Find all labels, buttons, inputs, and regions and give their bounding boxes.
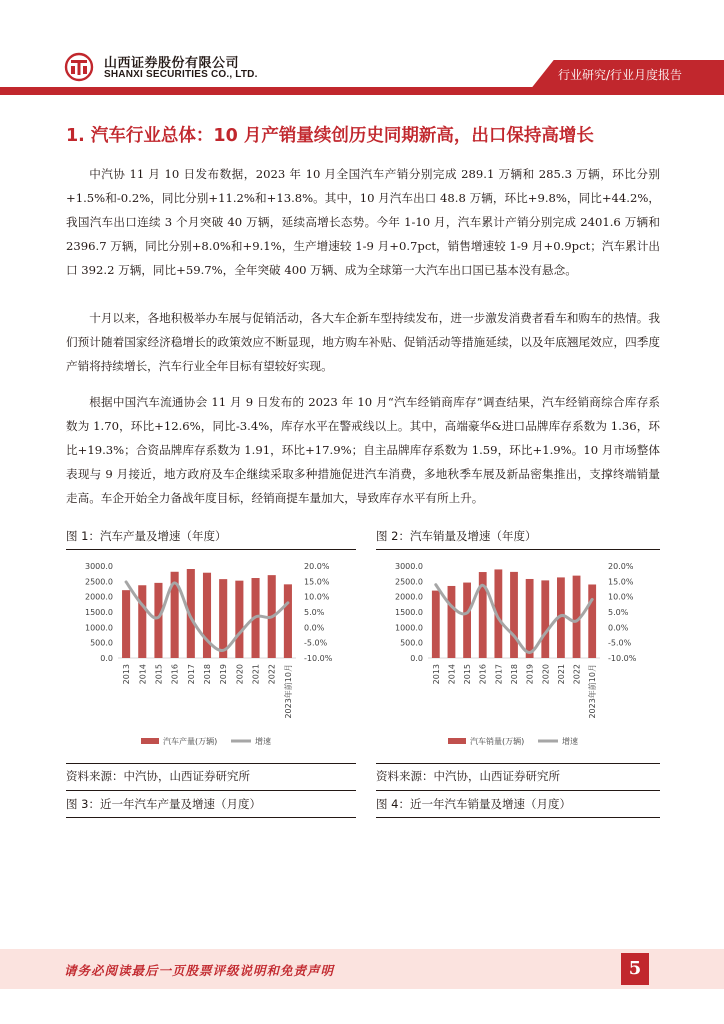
category-label: 2020 xyxy=(235,664,245,685)
bar xyxy=(154,583,162,658)
right-tick-label: 15.0% xyxy=(608,577,634,587)
figure-1-title: 图 1：汽车产量及增速（年度） xyxy=(66,529,227,543)
source-2-rule xyxy=(376,763,660,764)
left-tick-label: 1500.0 xyxy=(85,608,113,617)
legend-line-label: 增速 xyxy=(255,737,271,746)
bar xyxy=(284,584,292,658)
category-label: 2018 xyxy=(203,664,212,685)
right-tick-label: -10.0% xyxy=(304,654,333,663)
bar xyxy=(541,580,549,658)
left-tick-label: 500.0 xyxy=(90,638,113,648)
left-tick-label: 2000.0 xyxy=(395,592,423,602)
category-label: 2015 xyxy=(463,664,473,685)
figure-2-title: 图 2：汽车销量及增速（年度） xyxy=(376,529,537,543)
source-1-rule xyxy=(66,763,356,764)
left-tick-label: 3000.0 xyxy=(85,562,113,571)
category-label: 2022 xyxy=(267,664,277,685)
left-tick-label: 1000.0 xyxy=(395,623,423,633)
legend-bar-label: 汽车产量(万辆) xyxy=(163,737,218,746)
right-tick-label: 5.0% xyxy=(304,608,325,617)
figure-4-title: 图 4：近一年汽车销量及增速（月度） xyxy=(376,797,571,811)
category-label: 2016 xyxy=(478,664,488,685)
legend-bar-label: 汽车销量(万辆) xyxy=(470,737,525,746)
figure-3-top-rule xyxy=(66,790,356,791)
legend-bar-swatch xyxy=(141,738,159,744)
paragraph-2: 十月以来，各地积极举办车展与促销活动，各大车企新车型持续发布，进一步激发消费者看车和购车的热情。我们预计随着国家经济稳增长的政策效应不断显现，地方购车补贴、促销活动等措施延续，以及年底翘尾效应，四季度产销将持续增长，汽车行业全年目标有望较好实现。 xyxy=(66,311,660,373)
page-number: 5 xyxy=(621,953,649,985)
legend-bar-swatch xyxy=(448,738,466,744)
right-tick-label: 20.0% xyxy=(608,562,634,571)
category-label: 2022 xyxy=(572,664,582,685)
source-1: 资料来源：中汽协，山西证券研究所 xyxy=(66,769,250,783)
figure-4-top-rule xyxy=(376,790,660,791)
company-name-cn: 山西证券股份有限公司 xyxy=(104,56,240,71)
right-tick-label: 10.0% xyxy=(304,592,330,602)
left-tick-label: 500.0 xyxy=(400,638,423,648)
right-tick-label: -5.0% xyxy=(608,638,632,648)
bar xyxy=(463,583,471,658)
category-label: 2014 xyxy=(447,664,457,685)
right-tick-label: 0.0% xyxy=(304,623,325,633)
company-logo xyxy=(64,52,94,82)
category-label: 2017 xyxy=(494,664,504,685)
right-tick-label: 10.0% xyxy=(608,592,634,602)
bar xyxy=(432,591,440,658)
left-tick-label: 1000.0 xyxy=(85,623,113,633)
paragraph-3: 根据中国汽车流通协会 11 月 9 日发布的 2023 年 10 月“汽车经销商库存”调查结果，汽车经销商综合库存系数为 1.70，环比+12.6%，同比-3.4%，库存水平在警戒线以上。其中，高端豪华&进口品牌库存系数为 1.36，环比+19.3%；合资品牌库存系数为 1.91，环比+17.9%；自主品牌库存系数为 1.59，环比+1.9%。10 月市场整体表现与 9 月接近，地方政府及车企继续采取多种措施促进汽车消费，多地秋季车展及新品密集推出，支撑终端销量走高。车企开始全力备战年度目标，经销商提车量加大，导致库存水平有所上升。 xyxy=(66,395,660,505)
paragraph-1: 中汽协 11 月 10 日发布数据，2023 年 10 月全国汽车产销分别完成 289.1 万辆和 285.3 万辆，环比分别+1.5%和-0.2%，同比分别+11.2%和+13.8%。其中，10 月汽车出口 48.8 万辆，环比+9.8%，同比+44.2%，我国汽车出口连续 3 个月突破 40 万辆，延续高增长态势。今年 1-10 月，汽车累计产销分别完成 2401.6 万辆和 2396.7 万辆，同比分别+8.0%和+9.1%，生产增速较 1-9 月+0.7pct，销售增速较 1-9 月+0.9pct；汽车累计出口 392.2 万辆，同比+59.7%，全年突破 400 万辆、成为全球第一大汽车出口国已基本没有悬念。 xyxy=(66,167,660,277)
figure-2-rule xyxy=(376,549,660,550)
bar xyxy=(448,586,456,658)
figure-1-rule xyxy=(66,549,356,550)
right-tick-label: -5.0% xyxy=(304,638,328,648)
right-tick-label: 20.0% xyxy=(304,562,330,571)
source-2: 资料来源：中汽协，山西证券研究所 xyxy=(376,769,560,783)
category-label: 2015 xyxy=(154,664,164,685)
right-tick-label: 5.0% xyxy=(608,608,629,617)
figure-3-rule xyxy=(66,817,356,818)
category-label: 2023年前10月 xyxy=(588,664,598,719)
section-title: 1. 汽车行业总体：10 月产销量续创历史同期新高，出口保持高增长 xyxy=(66,126,594,146)
bar xyxy=(122,590,130,658)
sales-chart xyxy=(376,552,660,762)
figure-4-rule xyxy=(376,817,660,818)
category-label: 2016 xyxy=(170,664,180,685)
category-label: 2020 xyxy=(541,664,551,685)
bar xyxy=(138,585,146,658)
company-name-en: SHANXI SECURITIES CO., LTD. xyxy=(104,69,258,80)
bar xyxy=(219,579,227,658)
category-label: 2018 xyxy=(510,664,519,685)
category-label: 2019 xyxy=(525,664,535,685)
left-tick-label: 2500.0 xyxy=(395,577,423,587)
footer-disclaimer: 请务必阅读最后一页股票评级说明和免责声明 xyxy=(64,963,335,978)
production-chart xyxy=(66,552,356,762)
legend-line-label: 增速 xyxy=(562,737,578,746)
bar xyxy=(526,579,534,658)
left-tick-label: 1500.0 xyxy=(395,608,423,617)
category-label: 2019 xyxy=(219,664,229,685)
category-label: 2014 xyxy=(138,664,148,685)
figure-3-title: 图 3：近一年汽车产量及增速（月度） xyxy=(66,797,261,811)
category-label: 2013 xyxy=(122,664,132,685)
bar xyxy=(588,584,596,658)
bar xyxy=(235,581,243,658)
category-label: 2017 xyxy=(186,664,196,685)
left-tick-label: 0.0 xyxy=(100,654,113,663)
right-tick-label: -10.0% xyxy=(608,654,637,663)
left-tick-label: 2500.0 xyxy=(85,577,113,587)
left-tick-label: 0.0 xyxy=(410,654,423,663)
right-tick-label: 15.0% xyxy=(304,577,330,587)
category-label: 2023年前10月 xyxy=(283,664,293,719)
bar xyxy=(203,573,211,658)
bar xyxy=(510,572,518,658)
report-type: 行业研究/行业月度报告 xyxy=(557,68,682,82)
category-label: 2021 xyxy=(556,664,566,685)
left-tick-label: 2000.0 xyxy=(85,592,113,602)
category-label: 2021 xyxy=(251,664,261,685)
left-tick-label: 3000.0 xyxy=(395,562,423,571)
category-label: 2013 xyxy=(431,664,441,685)
right-tick-label: 0.0% xyxy=(608,623,629,633)
